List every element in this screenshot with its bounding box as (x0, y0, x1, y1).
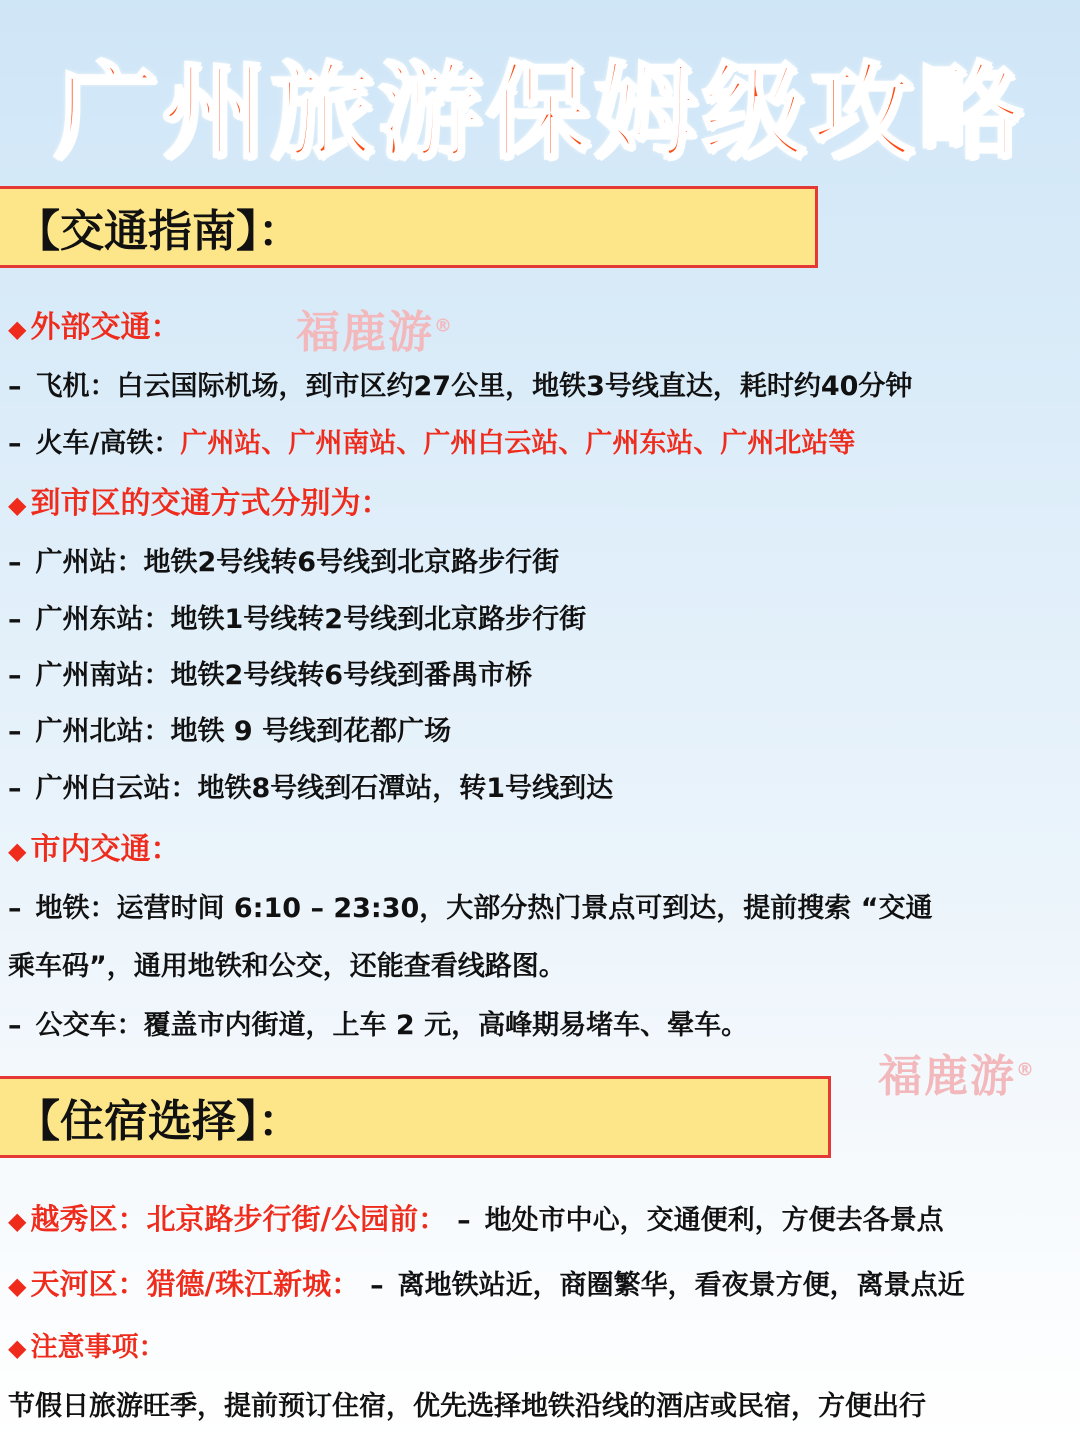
section-header-transport-label: 【交通指南】： (16, 206, 302, 257)
dash-icon: – (457, 1205, 471, 1236)
heading-notes: ◆ 注意事项： (8, 1332, 166, 1363)
diamond-bullet-icon: ◆ (8, 1207, 27, 1235)
line-to-city-0: – 广州站：地铁2号线转6号线到北京路步行街 (8, 547, 560, 578)
diamond-bullet-icon: ◆ (8, 837, 27, 865)
line-to-city-3: – 广州北站：地铁 9 号线到花都广场 (8, 716, 452, 747)
line-yuexiu: ◆ 越秀区：北京路步行街/公园前： – 地处市中心，交通便利，方便去各景点 (8, 1202, 944, 1236)
section-header-transport (0, 186, 818, 268)
dash-icon: – (8, 660, 22, 691)
diamond-bullet-icon: ◆ (8, 315, 27, 343)
line-plane: – 飞机：白云国际机场，到市区约27公里，地铁3号线直达，耗时约40分钟 (8, 371, 913, 402)
dash-icon: – (370, 1270, 384, 1301)
diamond-bullet-icon: ◆ (8, 1334, 27, 1362)
page-title: 广州旅游保姆级攻略 (53, 51, 1026, 173)
line-to-city-1: – 广州东站：地铁1号线转2号线到北京路步行街 (8, 604, 587, 635)
line-to-city-4: – 广州白云站：地铁8号线到石潭站，转1号线到达 (8, 773, 614, 804)
diamond-bullet-icon: ◆ (8, 1272, 27, 1300)
dash-icon: – (8, 773, 22, 804)
dash-icon: – (8, 371, 22, 402)
watermark-2: 福鹿游® (878, 1051, 1036, 1102)
heading-city-transport: ◆ 市内交通： (8, 832, 181, 867)
dash-icon: – (8, 428, 22, 459)
section-header-lodging-label: 【住宿选择】： (16, 1096, 302, 1147)
line-metro-1: – 地铁：运营时间 6:10 – 23:30，大部分热门景点可到达，提前搜索 “交通 (8, 893, 933, 924)
dash-icon: – (8, 716, 22, 747)
section-header-lodging (0, 1076, 831, 1158)
dash-icon: – (8, 893, 22, 924)
line-notes: 节假日旅游旺季，提前预订住宿，优先选择地铁沿线的酒店或民宿，方便出行 (8, 1391, 926, 1422)
dash-icon: – (8, 547, 22, 578)
line-bus: – 公交车：覆盖市内街道，上车 2 元，高峰期易堵车、晕车。 (8, 1010, 749, 1041)
line-tianhe: ◆ 天河区：猎德/珠江新城： – 离地铁站近，商圈繁华，看夜景方便，离景点近 (8, 1267, 965, 1301)
dash-icon: – (8, 1010, 22, 1041)
line-metro-2: 乘车码”，通用地铁和公交，还能查看线路图。 (8, 951, 566, 982)
heading-to-city: ◆ 到市区的交通方式分别为： (8, 486, 391, 521)
watermark-1: 福鹿游® (296, 307, 454, 358)
dash-icon: – (8, 604, 22, 635)
line-to-city-2: – 广州南站：地铁2号线转6号线到番禺市桥 (8, 660, 533, 691)
line-train: – 火车/高铁：广州站、广州南站、广州白云站、广州东站、广州北站等 (8, 428, 856, 459)
heading-external-transport: ◆ 外部交通： (8, 310, 181, 345)
diamond-bullet-icon: ◆ (8, 491, 27, 519)
